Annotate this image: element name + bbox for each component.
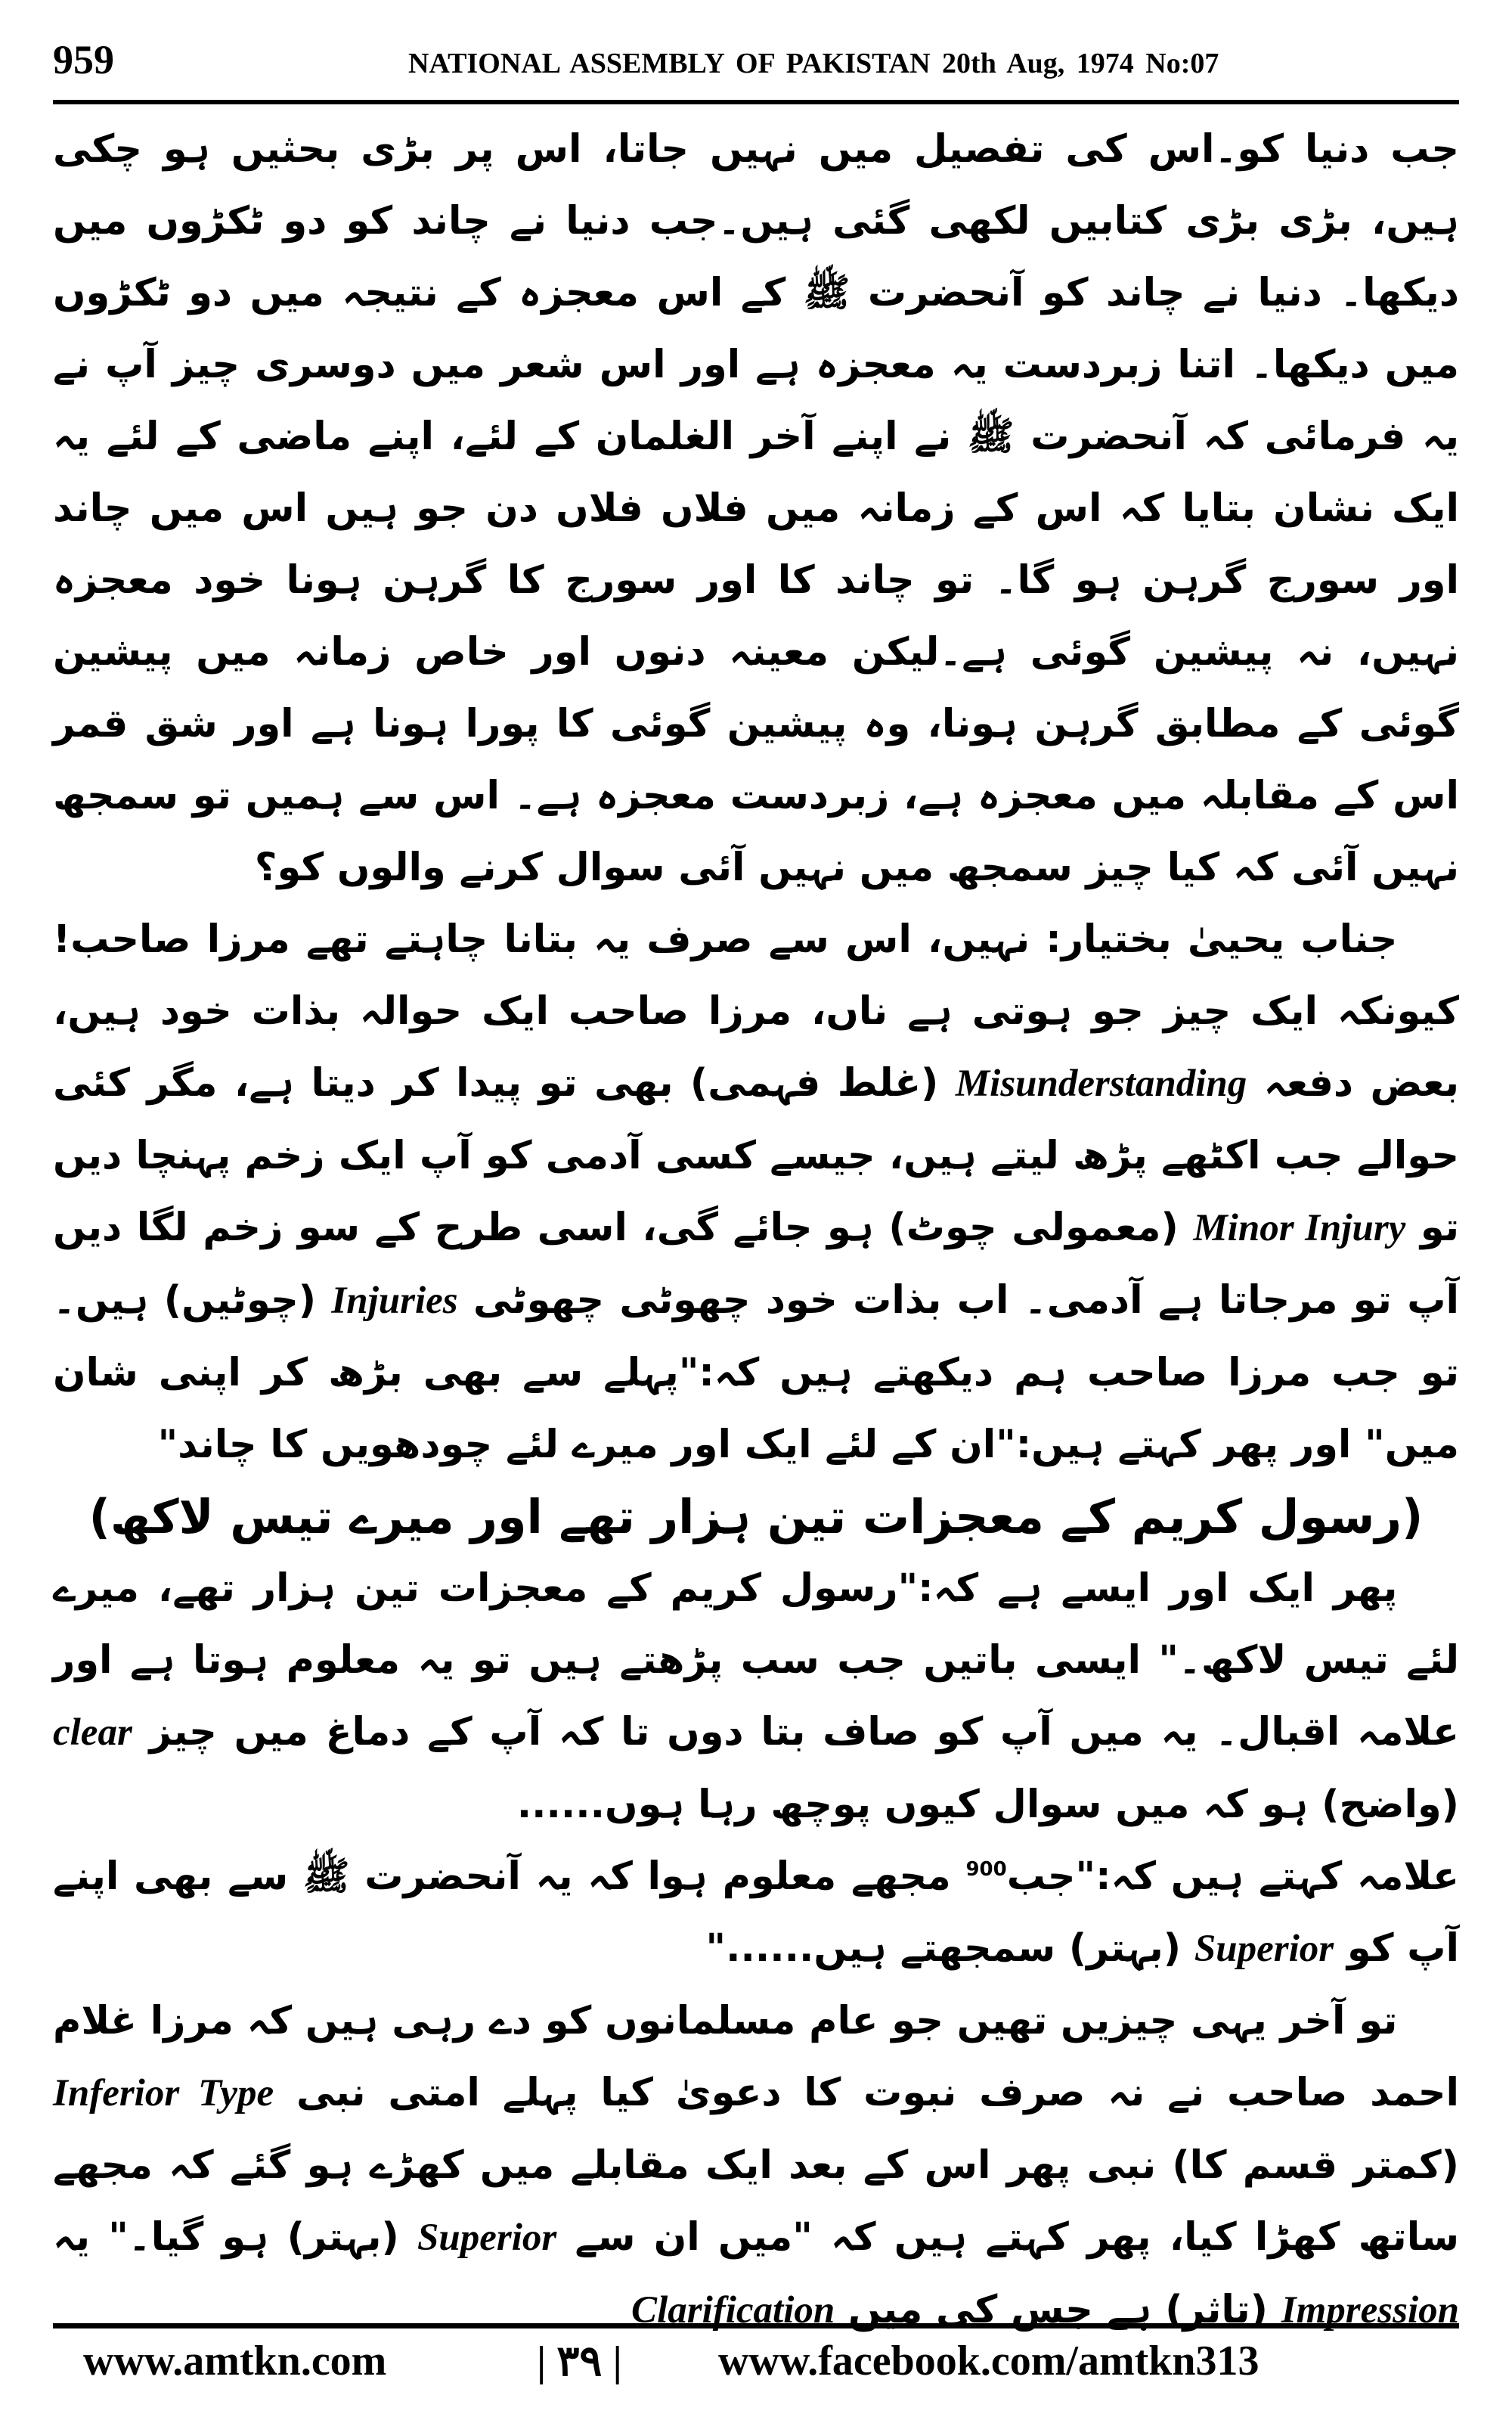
english-term: Superior <box>1194 1928 1334 1970</box>
english-term: Impression <box>1281 2289 1459 2332</box>
paragraph-5-text-b: (کمتر قسم کا) نبی پھر اس کے بعد ایک مقابلے میں کھڑے ہو گئے کہ مجھے ساتھ کھڑا کیا، پھر کہتے ہیں کہ "میں ان سے <box>53 2143 1459 2260</box>
paragraph-2-text-a: نہیں، اس سے صرف یہ بتانا چاہتے تھے مرزا صاحب! کیونکہ ایک چیز جو ہوتی ہے ناں، مرزا صاحب ایک حوالہ بذات خود ہیں، بعض دفعہ <box>53 917 1459 1106</box>
paragraph-5-text-d: (تاثر) ہے جس کی میں <box>848 2288 1268 2332</box>
page-footer <box>53 2337 1459 2397</box>
paragraph-2-text-d: (چوٹیں) ہیں۔تو جب مرزا صاحب ہم دیکھتے ہیں کہ:"پہلے سے بھی بڑھ کر اپنی شان میں" اور پھر کہتے ہیں:"ان کے لئے ایک اور میرے لئے چودھویں کا چاند" <box>53 1278 1459 1467</box>
header-title: NATIONAL ASSEMBLY OF PAKISTAN 20th Aug, 1974 No:07 <box>408 48 1219 79</box>
paragraph-4 <box>53 1841 1459 1985</box>
website-link[interactable]: www.amtkn.com <box>83 2338 387 2384</box>
paragraph-3 <box>53 1553 1459 1841</box>
document-body <box>53 113 1459 2332</box>
footer-rule <box>53 2323 1459 2328</box>
footer-page-number: | ٣٩ | <box>537 2338 622 2385</box>
footnote-marker: 900 <box>965 1858 1007 1881</box>
english-term: clear <box>53 1711 132 1754</box>
page-header <box>53 30 1459 98</box>
header-rule <box>53 100 1459 104</box>
paragraph-1: جب دنیا کو۔اس کی تفصیل میں نہیں جاتا، اس پر بڑی بحثیں ہو چکی ہیں، بڑی بڑی کتابیں لکھی گئی ہیں۔جب دنیا نے چاند کو دو ٹکڑوں میں دیکھا۔ دنیا نے چاند کو آنحضرت ﷺ کے اس معجزہ کے نتیجہ میں دو ٹکڑوں میں دیکھا۔ اتنا زبردست یہ معجزہ ہے اور اس شعر میں دوسری چیز آپ نے یہ فرمائی کہ آنحضرت ﷺ نے اپنے آخر الغلمان کے لئے، اپنے ماضی کے لئے یہ ایک نشان بتایا کہ اس کے زمانہ میں فلاں فلاں دن جو ہیں اس میں چاند اور سورج گرہن ہو گا۔ تو چاند کا اور سورج کا گرہن ہونا خود معجزہ نہیں، نہ پیشین گوئی ہے۔لیکن معینہ دنوں اور خاص زمانہ میں پیشین گوئی کے مطابق گرہن ہونا، وہ پیشین گوئی کا پورا ہونا ہے اور شق قمر اس کے مقابلہ میں معجزہ ہے، زبردست معجزہ ہے۔ اس سے ہمیں تو سمجھ نہیں آئی کہ کیا چیز سمجھ میں نہیں آئی سوال کرنے والوں کو؟ <box>53 127 1459 890</box>
english-term: Injuries <box>331 1280 458 1322</box>
facebook-link[interactable]: www.facebook.com/amtkn313 <box>718 2338 1259 2384</box>
speaker-name: جناب یحییٰ بختیار: <box>1046 917 1398 962</box>
paragraph-5-text-a: تو آخر یہی چیزیں تھیں جو عام مسلمانوں کو دے رہی ہیں کہ مرزا غلام احمد صاحب نے نہ صرف نبوت کا دعویٰ کیا پہلے امتی نبی <box>53 1999 1459 2115</box>
page-number: 959 <box>53 37 114 82</box>
paragraph-4-text-b: مجھے معلوم ہوا کہ یہ آنحضرت ﷺ سے بھی اپنے آپ کو <box>53 1854 1459 1971</box>
english-term: Inferior Type <box>53 2072 274 2114</box>
paragraph-2-text-b: (غلط فہمی) بھی تو پیدا کر دیتا ہے، مگر کئی حوالے جب اکٹھے پڑھ لیتے ہیں، جیسے کسی آدمی کو آپ ایک زخم پہنچا دیں تو <box>53 1061 1459 1250</box>
paragraph-4-text-a: علامہ کہتے ہیں کہ:"جب <box>1006 1854 1459 1899</box>
paragraph-4-text-c: (بہتر) سمجھتے ہیں......" <box>705 1926 1182 1971</box>
paragraph-3-text-a: پھر ایک اور ایسے ہے کہ:"رسول کریم کے معجزات تین ہزار تھے، میرے لئے تیس لاکھ۔" ایسی باتیں جب سب پڑھتے ہیں تو یہ معلوم ہوتا ہے اور علامہ اقبال۔ یہ میں آپ کو صاف بتا دوں تا کہ آپ کے دماغ میں چیز <box>53 1566 1459 1754</box>
english-term: Minor Injury <box>1193 1207 1406 1249</box>
paragraph-5-text-c: (بہتر) ہو گیا۔" یہ <box>53 2215 399 2260</box>
section-heading: (رسول کریم کے معجزات تین ہزار تھے اور میرے تیس لاکھ) <box>88 1489 1424 1544</box>
paragraph-2 <box>53 904 1459 1481</box>
paragraph-3-text-b: (واضح) ہو کہ میں سوال کیوں پوچھ رہا ہوں...... <box>516 1782 1459 1827</box>
paragraph-2-text-c: (معمولی چوٹ) ہو جائے گی، اسی طرح کے سو زخم لگا دیں آپ تو مرجاتا ہے آدمی۔ اب بذات خود چھوٹی چھوٹی <box>53 1205 1459 1323</box>
english-term: Superior <box>417 2217 557 2259</box>
paragraph-5 <box>53 1985 1459 2347</box>
english-term: Clarification <box>631 2289 835 2332</box>
english-term: Misunderstanding <box>955 1063 1247 1105</box>
